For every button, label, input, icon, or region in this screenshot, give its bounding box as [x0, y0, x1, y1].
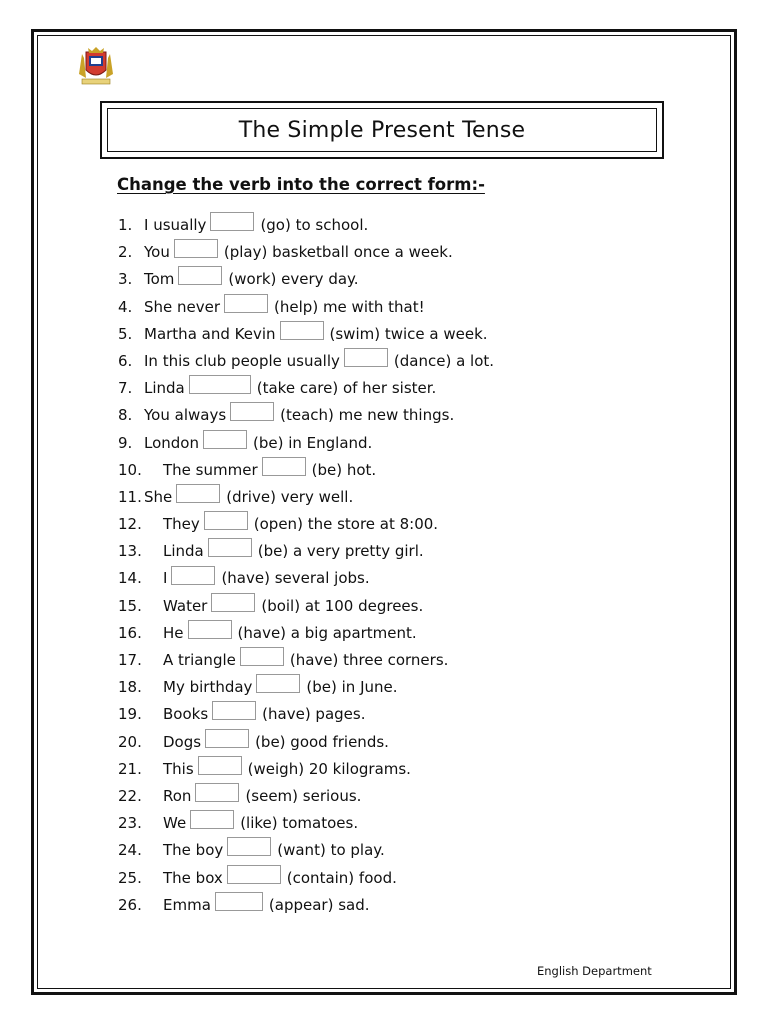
- item-prompt: (be) in England.: [252, 433, 373, 452]
- school-logo-icon: [76, 44, 116, 86]
- exercise-item: [118, 810, 494, 837]
- item-number: 13.: [118, 542, 142, 561]
- answer-blank-input[interactable]: [174, 239, 218, 258]
- exercise-item: [118, 538, 494, 565]
- item-number: 4.: [118, 297, 133, 316]
- exercise-item: [118, 701, 494, 728]
- item-prompt: (dance) a lot.: [393, 351, 495, 370]
- answer-blank-input[interactable]: [227, 865, 281, 884]
- item-prompt: (want) to play.: [277, 841, 385, 860]
- item-prompt: (have) several jobs.: [221, 569, 370, 588]
- item-subject: I: [163, 569, 168, 588]
- item-number: 9.: [118, 433, 133, 452]
- item-number: 20.: [118, 732, 142, 751]
- item-number: 5.: [118, 324, 133, 343]
- item-number: 23.: [118, 814, 142, 833]
- item-subject: My birthday: [163, 678, 253, 697]
- item-number: 8.: [118, 406, 133, 425]
- item-subject: She never: [144, 297, 221, 316]
- exercise-list: [118, 212, 494, 919]
- exercise-item: [118, 430, 494, 457]
- exercise-item: [118, 239, 494, 266]
- answer-blank-input[interactable]: [262, 457, 306, 476]
- item-prompt: (weigh) 20 kilograms.: [247, 759, 411, 778]
- exercise-item: [118, 511, 494, 538]
- answer-blank-input[interactable]: [188, 620, 232, 639]
- answer-blank-input[interactable]: [240, 647, 284, 666]
- answer-blank-input[interactable]: [227, 837, 271, 856]
- exercise-item: [118, 865, 494, 892]
- answer-blank-input[interactable]: [195, 783, 239, 802]
- page-title: The Simple Present Tense: [238, 117, 526, 143]
- exercise-item: [118, 212, 494, 239]
- item-prompt: (have) a big apartment.: [237, 623, 417, 642]
- footer-department: English Department: [537, 964, 652, 978]
- item-subject: Linda: [163, 542, 204, 561]
- item-subject: You always: [144, 406, 227, 425]
- exercise-item: [118, 484, 494, 511]
- item-prompt: (take care) of her sister.: [256, 379, 437, 398]
- item-subject: Tom: [144, 270, 175, 289]
- item-number: 12.: [118, 515, 142, 534]
- answer-blank-input[interactable]: [178, 266, 222, 285]
- item-subject: Martha and Kevin: [144, 324, 276, 343]
- exercise-item: [118, 266, 494, 293]
- item-number: 21.: [118, 759, 142, 778]
- item-number: 10.: [118, 460, 142, 479]
- item-number: 11.: [118, 487, 142, 506]
- item-number: 14.: [118, 569, 142, 588]
- instruction-heading: Change the verb into the correct form:-: [117, 175, 485, 194]
- answer-blank-input[interactable]: [190, 810, 234, 829]
- item-number: 17.: [118, 651, 142, 669]
- item-subject: He: [163, 623, 184, 642]
- item-subject: You: [144, 243, 170, 262]
- item-prompt: (drive) very well.: [226, 487, 354, 506]
- exercise-item: [118, 294, 494, 321]
- exercise-item: [118, 457, 494, 484]
- title-frame-inner: [107, 108, 657, 152]
- exercise-item: [118, 674, 494, 701]
- exercise-item: [118, 375, 494, 402]
- answer-blank-input[interactable]: [204, 511, 248, 530]
- answer-blank-input[interactable]: [171, 566, 215, 585]
- item-prompt: (seem) serious.: [245, 786, 362, 805]
- exercise-item: [118, 647, 494, 674]
- item-subject: In this club people usually: [144, 351, 340, 370]
- item-number: 25.: [118, 868, 142, 887]
- answer-blank-input[interactable]: [210, 212, 254, 231]
- item-prompt: (open) the store at 8:00.: [253, 515, 439, 534]
- item-prompt: (help) me with that!: [274, 297, 425, 316]
- item-number: 19.: [118, 705, 142, 724]
- item-subject: London: [144, 433, 199, 452]
- exercise-item: [118, 402, 494, 429]
- exercise-item: [118, 348, 494, 375]
- item-number: 6.: [118, 351, 133, 370]
- item-subject: Dogs: [163, 732, 202, 751]
- item-number: 16.: [118, 623, 142, 642]
- item-subject: We: [163, 814, 187, 833]
- item-subject: I usually: [144, 216, 207, 234]
- answer-blank-input[interactable]: [211, 593, 255, 612]
- exercise-item: [118, 565, 494, 592]
- item-number: 24.: [118, 841, 142, 860]
- answer-blank-input[interactable]: [203, 430, 247, 449]
- item-prompt: (be) hot.: [311, 460, 377, 479]
- exercise-item: [118, 593, 494, 620]
- item-subject: She: [144, 487, 173, 506]
- item-subject: Books: [163, 705, 209, 724]
- answer-blank-input[interactable]: [215, 892, 263, 911]
- item-number: 3.: [118, 270, 133, 289]
- item-prompt: (be) in June.: [306, 678, 398, 697]
- item-prompt: (go) to school.: [260, 216, 369, 234]
- answer-blank-input[interactable]: [176, 484, 220, 503]
- exercise-item: [118, 321, 494, 348]
- item-prompt: (have) pages.: [262, 705, 366, 724]
- item-number: 22.: [118, 786, 142, 805]
- item-prompt: (swim) twice a week.: [329, 324, 488, 343]
- item-number: 18.: [118, 678, 142, 697]
- answer-blank-input[interactable]: [205, 729, 249, 748]
- exercise-item: [118, 892, 494, 919]
- item-prompt: (be) a very pretty girl.: [257, 542, 424, 561]
- answer-blank-input[interactable]: [208, 538, 252, 557]
- answer-blank-input[interactable]: [198, 756, 242, 775]
- item-prompt: (have) three corners.: [289, 651, 449, 669]
- item-prompt: (like) tomatoes.: [240, 814, 359, 833]
- item-number: 26.: [118, 895, 142, 914]
- answer-blank-input[interactable]: [224, 294, 268, 313]
- item-number: 7.: [118, 379, 133, 398]
- item-subject: The summer: [163, 460, 258, 479]
- item-subject: They: [163, 515, 200, 534]
- exercise-item: [118, 837, 494, 864]
- item-subject: Water: [163, 596, 208, 615]
- answer-blank-input[interactable]: [344, 348, 388, 367]
- answer-blank-input[interactable]: [212, 701, 256, 720]
- item-number: 1.: [118, 216, 133, 234]
- item-subject: Ron: [163, 786, 192, 805]
- item-prompt: (work) every day.: [228, 270, 359, 289]
- item-prompt: (appear) sad.: [268, 895, 370, 914]
- item-subject: Linda: [144, 379, 185, 398]
- exercise-item: [118, 756, 494, 783]
- item-subject: A triangle: [163, 651, 236, 669]
- item-subject: This: [163, 759, 194, 778]
- item-subject: The boy: [163, 841, 224, 860]
- answer-blank-input[interactable]: [280, 321, 324, 340]
- item-prompt: (play) basketball once a week.: [223, 243, 453, 262]
- item-number: 15.: [118, 596, 142, 615]
- item-number: 2.: [118, 243, 133, 262]
- item-prompt: (teach) me new things.: [280, 406, 455, 425]
- item-prompt: (boil) at 100 degrees.: [261, 596, 424, 615]
- answer-blank-input[interactable]: [256, 674, 300, 693]
- answer-blank-input[interactable]: [189, 375, 251, 394]
- answer-blank-input[interactable]: [230, 402, 274, 421]
- exercise-item: [118, 783, 494, 810]
- item-prompt: (contain) food.: [286, 868, 397, 887]
- item-subject: Emma: [163, 895, 211, 914]
- exercise-item: [118, 620, 494, 647]
- item-subject: The box: [163, 868, 223, 887]
- item-prompt: (be) good friends.: [255, 732, 389, 751]
- exercise-item: [118, 729, 494, 756]
